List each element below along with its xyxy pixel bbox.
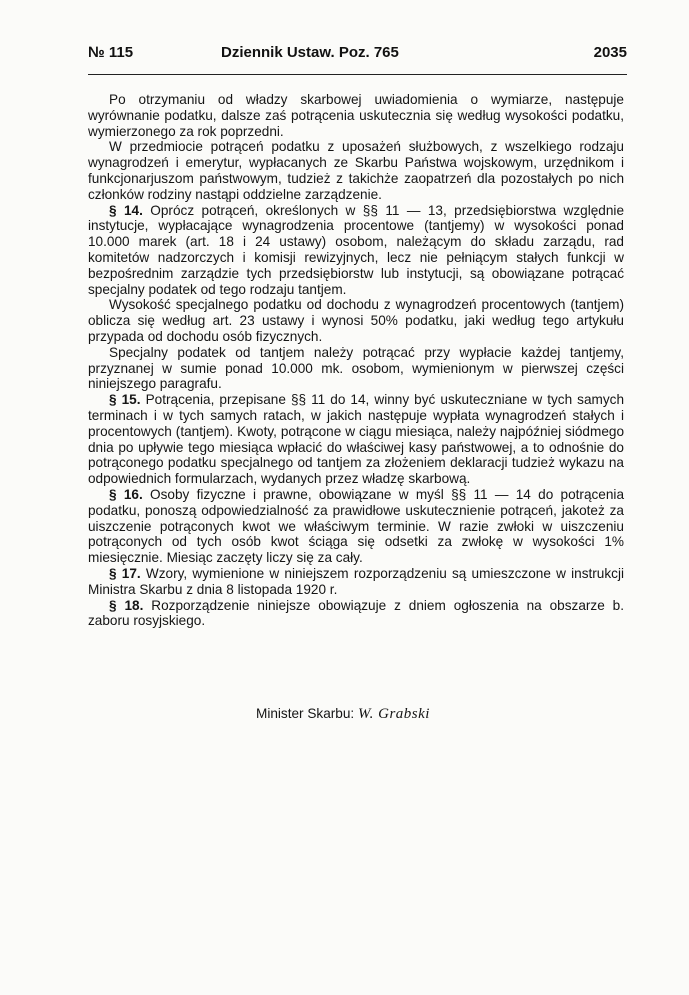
paragraph-section-16: [88, 487, 624, 566]
paragraph: [88, 345, 624, 392]
section-number: § 15.: [109, 392, 141, 408]
issue-number: № 115: [88, 44, 134, 61]
section-number: § 17.: [109, 565, 141, 581]
signature-title: Minister Skarbu:: [256, 706, 355, 721]
document-body: [88, 92, 624, 629]
paragraph: [88, 92, 624, 139]
paragraph-text: Specjalny podatek od tantjem należy potrącać przy wypłacie każdej tantjemy, przyznanej w sumie ponad 10.000 mk. osobom, wymienionym w pierwszej części niniejszego paragrafu.: [88, 344, 624, 392]
paragraph-text: Po otrzymaniu od władzy skarbowej uwiadomienia o wymiarze, następuje wyrównanie podatku, dalsze zaś potrącenia uskutecznia się według wysokości podatku, wymierzonego za rok poprzedni.: [88, 92, 624, 139]
section-number: § 18.: [109, 597, 144, 613]
paragraph-text: W przedmiocie potrąceń podatku z uposażeń służbowych, z wszelkiego rodzaju wynagrodzeń i emerytur, wypłacanych ze Skarbu Państwa wojskowym, urzędnikom i funkcjonarjuszom państwowym, tudzież z takichże zaopatrzeń dla pozostałych po nich członków rodziny nastąpi oddzielne zarządzenie.: [88, 139, 624, 202]
paragraph-text: Wysokość specjalnego podatku od dochodu z wynagrodzeń procentowych (tantjem) oblicza się według art. 23 ustawy i wynosi 50% podatku, jaki według tego artykułu przypada od dochodu osób fizycznych.: [88, 297, 624, 344]
journal-name: Dziennik Ustaw.: [221, 44, 335, 61]
paragraph-section-18: [88, 598, 624, 630]
journal-title: [221, 44, 399, 61]
paragraph-text: Wzory, wymienione w niniejszem rozporządzeniu są umieszczone w instrukcji Ministra Skarbu z dnia 8 listopada 1920 r.: [88, 565, 624, 597]
paragraph-text: Osoby fizyczne i prawne, obowiązane w myśl §§ 11 — 14 do potrącenia podatku, ponoszą odpowiedzialność za prawidłowe uskutecznienie potrąceń, jakoteż za uiszczenie potrąconych kwot we właściwym terminie. W razie zwłoki w uiszczeniu potrąconych od tych osób kwot ściąga się odsetki za zwłokę w wysokości 1% miesięcznie. Miesiąc zaczęty liczy się za cały.: [88, 486, 625, 566]
paragraph-section-17: [88, 566, 624, 598]
paragraph-text: Oprócz potrąceń, określonych w §§ 11 — 13, przedsiębiorstwa względnie instytucje, wypłacające wynagrodzenia procentowe (tantjemy) w wysokości ponad 10.000 marek (art. 18 i 24 ustawy) osobom, należącym do składu zarządu, rad komitetów nadzorczych i komisji rewizyjnych, lecz nie pełniącym stałych funkcji w bezpośrednim zarządzie tych przedsiębiorstw lub instytucji, są obowiązane potrącać specjalny podatek od tego rodzaju tantjem.: [88, 202, 625, 297]
paragraph-text: Potrącenia, przepisane §§ 11 do 14, winny być uskuteczniane w tych samych terminach i w tych samych ratach, w jakich następuje wypłata wynagrodzeń stałych i procentowych (tantjem). Kwoty, potrącone w ciągu miesiąca, należy najpóźniej siódmego dnia po upływie tego miesiąca wpłacić do właściwej kasy państwowej, a to odnośnie do potrąconego podatku specjalnego od tantjem za złożeniem deklaracji tudzież wykazu na odpowiednich formularzach, wydanych przez władzę skarbową.: [88, 392, 625, 487]
page-number: 2035: [593, 44, 627, 61]
paragraph: [88, 139, 624, 202]
paragraph-text: Rozporządzenie niniejsze obowiązuje z dniem ogłoszenia na obszarze b. zaboru rosyjskiego.: [88, 597, 625, 629]
page-header: [88, 40, 627, 64]
paragraph-section-15: [88, 392, 624, 487]
paragraph-section-14: [88, 203, 624, 298]
signature: [256, 706, 430, 723]
section-number: § 14.: [109, 202, 143, 218]
header-divider: [88, 74, 627, 75]
paragraph: [88, 297, 624, 344]
section-number: § 16.: [109, 486, 143, 502]
signature-name: W. Grabski: [358, 706, 430, 722]
position-number: Poz. 765: [338, 44, 399, 61]
